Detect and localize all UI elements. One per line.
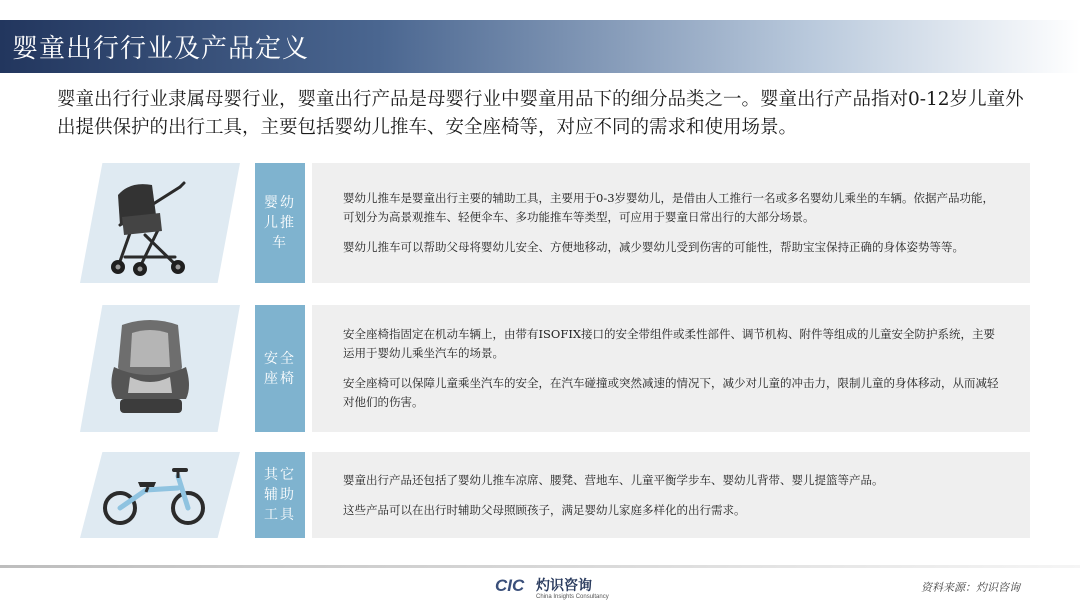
desc-paragraph: 婴幼儿推车可以帮助父母将婴幼儿安全、方便地移动，减少婴幼儿受到伤害的可能性，帮助宝宝保持正确的身体姿势等等。	[343, 240, 964, 254]
page-title: 婴童出行行业及产品定义	[12, 34, 310, 64]
car-seat-icon	[100, 317, 200, 422]
desc-stroller	[312, 163, 1030, 283]
desc-car-seat	[312, 305, 1030, 432]
logo-chinese-name: 灼识咨询	[536, 578, 592, 594]
stroller-icon	[100, 175, 200, 280]
title-bar	[0, 20, 1080, 73]
desc-paragraph: 婴童出行产品还包括了婴幼儿推车凉席、腰凳、营地车、儿童平衡学步车、婴幼儿背带、婴儿提篮等产品。	[343, 472, 884, 487]
desc-paragraph: 安全座椅指固定在机动车辆上，由带有ISOFIX接口的安全带组件或柔性部件、调节机构、附件等组成的儿童安全防护系统，主要运用于婴幼儿乘坐汽车的场景。	[343, 327, 996, 360]
desc-paragraph: 安全座椅可以保障儿童乘坐汽车的安全，在汽车碰撞或突然减速的情况下，减少对儿童的冲击力，限制儿童的身体移动，从而减轻对他们的伤害。	[343, 376, 999, 409]
desc-paragraph: 婴幼儿推车是婴童出行主要的辅助工具，主要用于0-3岁婴幼儿，是借由人工推行一名或多名婴幼儿乘坐的车辆。依据产品功能，可划分为高景观推车、轻便伞车、多功能推车等类型，可应用于婴童日常出行的大部分场景。	[343, 191, 995, 224]
label-stroller	[255, 163, 305, 283]
label-other-tools-text: 其它辅助工具	[264, 467, 296, 523]
label-other-tools	[255, 452, 305, 538]
source-note: 资料来源：灼识咨询	[921, 581, 1020, 594]
desc-other-tools	[312, 452, 1030, 538]
desc-paragraph: 这些产品可以在出行时辅助父母照顾孩子，满足婴幼儿家庭多样化的出行需求。	[343, 502, 746, 517]
section-stroller	[0, 163, 1080, 283]
intro-paragraph: 婴童出行行业隶属母婴行业，婴童出行产品是母婴行业中婴童用品下的细分品类之一。婴童出行产品指对0-12岁儿童外出提供保护的出行工具，主要包括婴幼儿推车、安全座椅等，对应不同的需求和使用场景。	[57, 89, 1024, 138]
footer-divider	[0, 565, 1080, 568]
label-stroller-text: 婴幼儿推车	[264, 195, 296, 251]
section-car-seat	[0, 305, 1080, 432]
label-car-seat-text: 安全座椅	[264, 350, 296, 387]
company-logo	[495, 574, 635, 604]
label-car-seat	[255, 305, 305, 432]
logo-mark: CIC	[495, 576, 525, 595]
balance-bike-icon	[100, 462, 210, 530]
section-other-tools	[0, 452, 1080, 538]
logo-english-name: China Insights Consultancy	[536, 594, 609, 600]
